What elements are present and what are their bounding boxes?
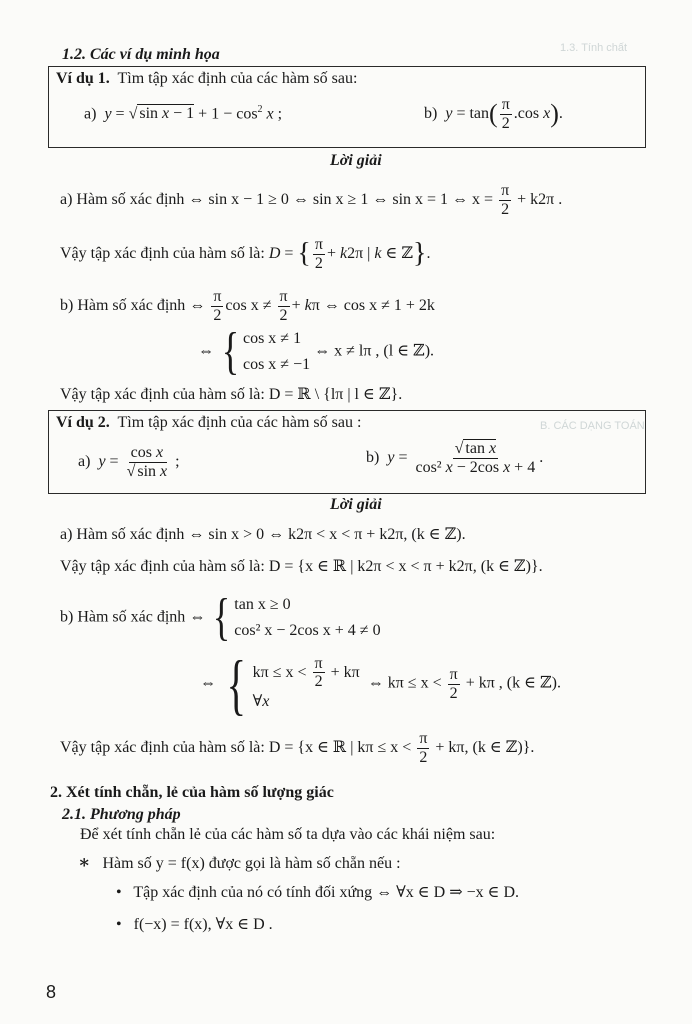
- example-2-title: Ví dụ 2. Tìm tập xác định của các hàm số sau :: [56, 414, 362, 431]
- solution-title: Lời giải: [330, 152, 382, 169]
- solution-title-2: Lời giải: [330, 496, 382, 513]
- example-1b: b) y = tan( $\frac{\pi}{2}$ .cos x).: [424, 96, 563, 132]
- example-1-title: Ví dụ 1. Tìm tập xác định của các hàm số sau:: [56, 70, 358, 87]
- example-2b: b) y = $\frac{\text{√ tan x}}{\text{cos² x − 2cos x + 4}}$ .: [366, 440, 544, 476]
- ex2-sol-b: b) Hàm số xác định ⇔ { tan x ≥ 0 cos² x − 2cos x + 4 ≠ 0: [60, 589, 381, 646]
- bleed-through: B. CÁC DẠNG TOÁN: [540, 420, 645, 432]
- ex2-sol-b-domain: Vậy tập xác định của hàm số là: D = {x ∈ ℝ | kπ ≤ x < $\frac{\pi}{2}$ + kπ, (k ∈ ℤ)}.: [60, 730, 535, 766]
- example-1a: a) y = √ $\sin x - 1 + 1 - \cos^2 x$ ;: [84, 104, 283, 123]
- star-bullet: ∗ Hàm số y = f(x) được gọi là hàm số chẵn nếu :: [78, 852, 401, 872]
- method-intro: Để xét tính chẵn lẻ của các hàm số ta dựa vào các khái niệm sau:: [80, 826, 496, 843]
- ex1-sol-a-domain: Vậy tập xác định của hàm số là: D = { $\frac{\pi}{2}$ + k2π | k ∈ ℤ}.: [60, 236, 431, 272]
- page-number: 8: [46, 982, 57, 1002]
- ex1-sol-a: a) Hàm số xác định ⇔ sin x − 1 ≥ 0 ⇔ sin x ≥ 1 ⇔ sin x = 1 ⇔ x = $\frac{\pi}{2}$ + k2π .: [60, 182, 563, 218]
- sub-bullet-2: • f(−x) = f(x), ∀x ∈ D .: [116, 916, 273, 933]
- ex1-sol-b: b) Hàm số xác định ⇔ $\frac{\pi}{2}$ cos x ≠ $\frac{\pi}{2}$ + kπ ⇔ cos x ≠ 1 + 2k: [60, 288, 435, 324]
- ex1-sol-b-system: ⇔ { cos x ≠ 1 cos x ≠ −1 ⇔ x ≠ lπ , (l ∈ ℤ).: [198, 323, 435, 380]
- sub-bullet-1: • Tập xác định của nó có tính đối xứng ⇔ ∀x ∈ D ⇒ −x ∈ D.: [116, 884, 520, 901]
- bleed-through: 1.3. Tính chất: [560, 42, 628, 54]
- ex2-sol-b-system: ⇔ { kπ ≤ x < $\frac{\pi}{2}$ + kπ ∀x ⇔ kπ ≤ x < $\frac{\pi}{2}$ + kπ , (k ∈ ℤ).: [200, 646, 561, 722]
- ex1-sol-b-domain: Vậy tập xác định của hàm số là: D = ℝ \ {lπ | l ∈ ℤ}.: [60, 386, 403, 403]
- ex2-sol-a-domain: Vậy tập xác định của hàm số là: D = {x ∈ ℝ | k2π < x < π + k2π, (k ∈ ℤ)}.: [60, 558, 543, 575]
- section-2-1-heading: 2.1. Phương pháp: [62, 806, 181, 823]
- section-2-heading: 2. Xét tính chẵn, lẻ của hàm số lượng giác: [50, 784, 334, 801]
- ex2-sol-a: a) Hàm số xác định ⇔ sin x > 0 ⇔ k2π < x < π + k2π, (k ∈ ℤ).: [60, 526, 466, 543]
- example-2a: a) y = $\frac{\text{cos x}}{\text{√ sin x}}$ ;: [78, 444, 180, 480]
- section-heading: 1.2. Các ví dụ minh họa: [62, 46, 220, 63]
